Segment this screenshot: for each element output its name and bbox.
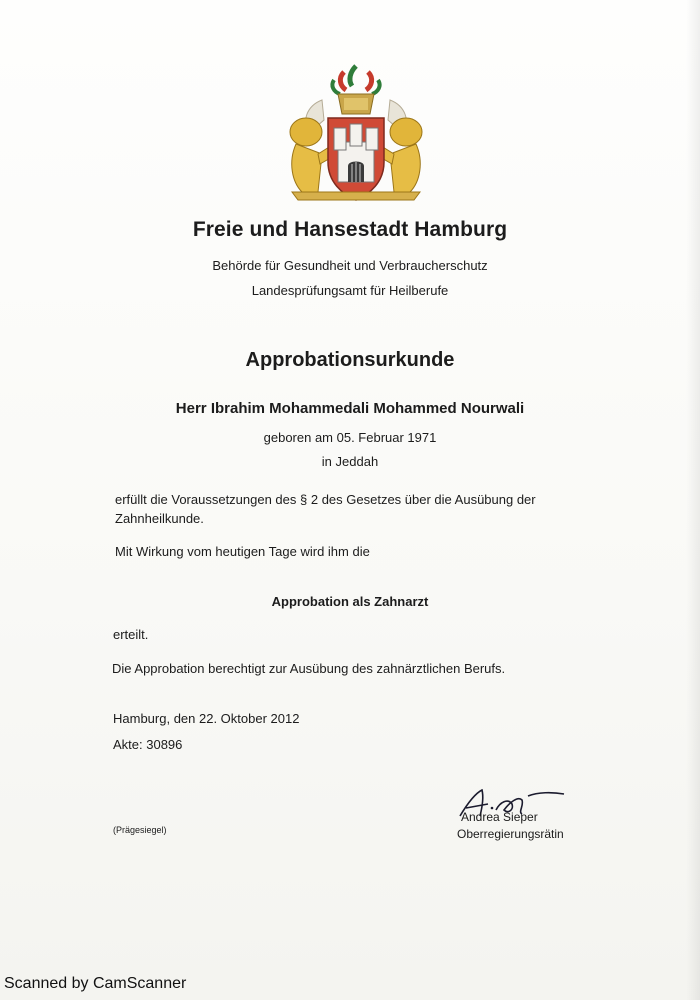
document-title: Approbationsurkunde (245, 349, 455, 371)
city-heading: Freie und Hansestadt Hamburg (192, 218, 508, 241)
entitlement-text: Die Approbation berechtigt zur Ausübung des zahnärztlichen Berufs. (112, 661, 506, 676)
hamburg-coat-of-arms-icon (278, 58, 434, 208)
birth-date: geboren am 05. Februar 1971 (263, 430, 437, 445)
holder-name: Herr Ibrahim Mohammedali Mohammed Nourwali (175, 400, 525, 417)
office-name: Landesprüfungsamt für Heilberufe (251, 283, 449, 298)
seal-note: (Prägesiegel) (113, 825, 167, 835)
place-and-date: Hamburg, den 22. Oktober 2012 (113, 711, 300, 726)
effect-text: Mit Wirkung vom heutigen Tage wird ihm die (115, 544, 370, 559)
crest-plumes (332, 66, 379, 94)
scanner-watermark: Scanned by CamScanner (4, 975, 187, 992)
granted-text: erteilt. (113, 627, 149, 642)
authority-name: Behörde für Gesundheit und Verbraucherschutz (212, 258, 488, 273)
file-number: Akte: 30896 (113, 737, 183, 752)
birth-place: in Jeddah (321, 454, 379, 469)
requirements-text-line1: erfüllt die Voraussetzungen des § 2 des Gesetzes über die Ausübung der (115, 492, 536, 507)
page-edge-shadow (686, 0, 700, 1000)
signer-name: Andrea Sieper (461, 810, 538, 824)
requirements-text-line2: Zahnheilkunde. (115, 511, 204, 526)
approbation-type: Approbation als Zahnarzt (271, 594, 429, 609)
signer-title: Oberregierungsrätin (457, 827, 564, 841)
castle-icon (334, 124, 378, 182)
